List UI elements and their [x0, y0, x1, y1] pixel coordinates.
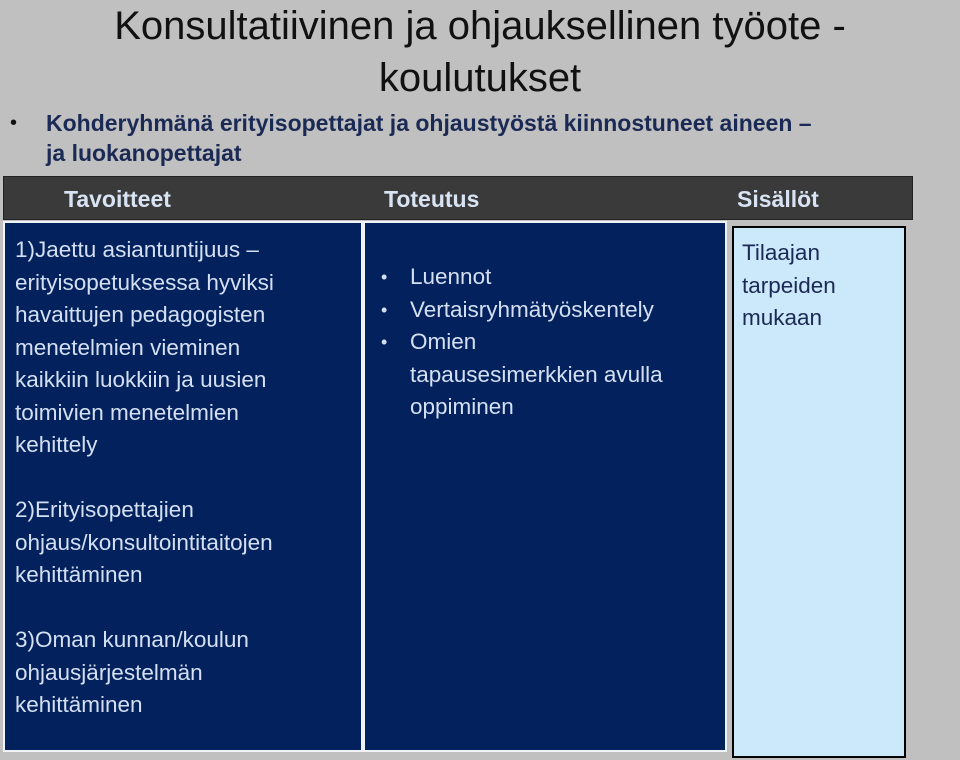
bullet-icon: • [381, 267, 388, 287]
toteutus-list [375, 261, 715, 424]
list-item: • Vertaisryhmätyöskentely [375, 294, 715, 327]
title-line-2: koulutukset [378, 56, 582, 100]
header-sisallot: Sisällöt [737, 186, 819, 212]
header-toteutus: Toteutus [384, 186, 480, 212]
goal-item: 3)Oman kunnan/koulun ohjausjärjestelmän kehittäminen [15, 627, 249, 717]
list-item: • Luennot [375, 261, 715, 294]
sisallot-cell [732, 226, 906, 758]
tavoitteet-cell [3, 221, 363, 752]
bullet-icon: • [381, 299, 388, 320]
goal-item: 2)Erityisopettajien ohjaus/konsultointitaitojen kehittäminen [15, 497, 273, 587]
slide-title [0, 0, 960, 104]
header-tavoitteet: Tavoitteet [64, 186, 171, 212]
target-group-text: Kohderyhmänä erityisopettajat ja ohjaustyöstä kiinnostuneet aineen – ja luokanopettajat [46, 110, 812, 166]
list-item: • Omien tapausesimerkkien avulla oppiminen [375, 326, 715, 424]
bullet-icon: • [10, 112, 18, 134]
title-line-1: Konsultatiivinen ja ohjauksellinen työote - [114, 4, 846, 48]
bullet-icon: • [381, 332, 388, 352]
toteutus-cell [363, 221, 727, 752]
table-header-row [3, 176, 913, 220]
sisallot-text: Tilaajan tarpeiden mukaan [742, 240, 836, 330]
goal-item: 1)Jaettu asiantuntijuus – erityisopetuksessa hyviksi havaittujen pedagogisten menetelmien vieminen kaikkiin luokkiin ja uusien toimivien menetelmien kehittely [15, 237, 274, 457]
